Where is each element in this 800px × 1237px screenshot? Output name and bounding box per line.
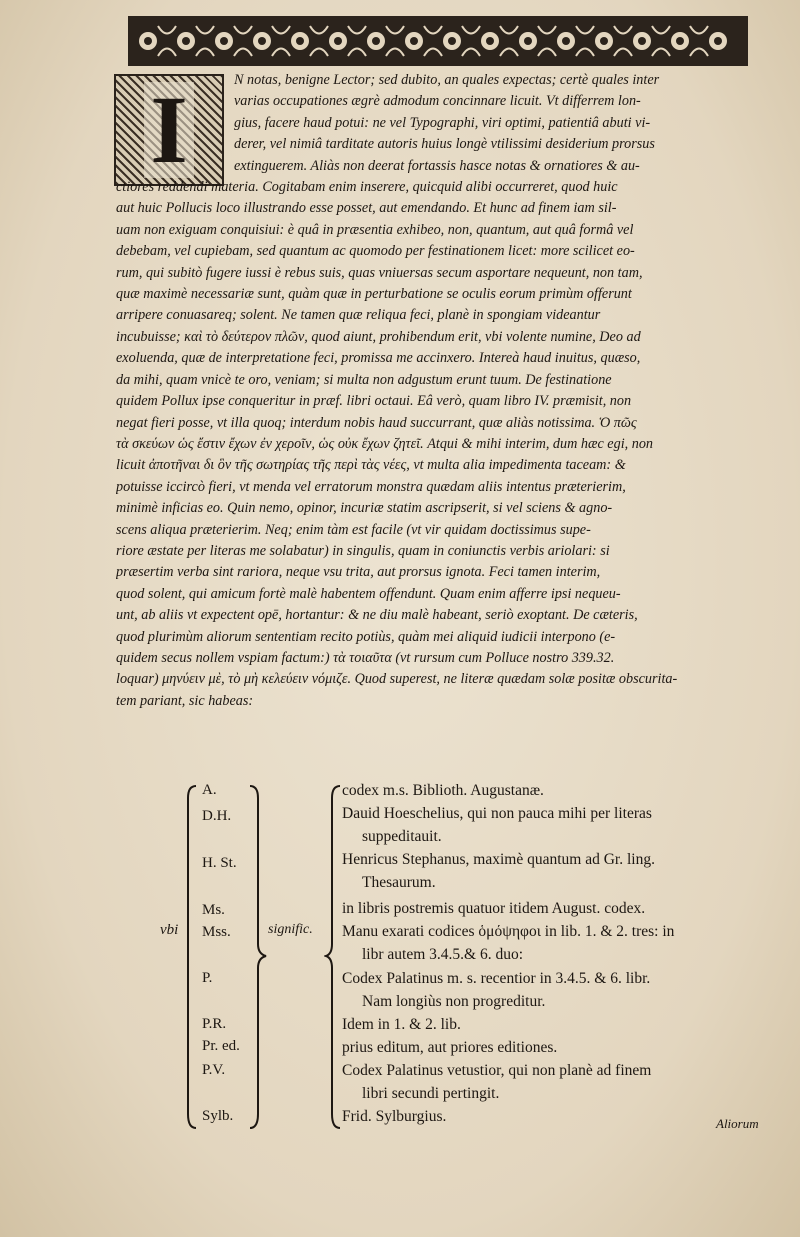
text-line: quod plurimùm aliorum sententiam recito potiùs, quàm mei aliquid iudicii interpono (e-	[116, 628, 616, 645]
left-brace-icon	[180, 784, 200, 1130]
legend-description: in libris postremis quatuor itidem August. codex.	[342, 900, 646, 917]
text-line: præsertim verba sint rariora, neque vsu trita, aut prorsus ignota. Feci tamen interim,	[116, 564, 601, 581]
signific-label: signific.	[268, 922, 313, 937]
text-line: gius, facere haud potui: ne vel Typographi, viri optimi, patientiâ abuti vi-	[234, 114, 651, 131]
text-line: riore æstate per literas me solabatur) in singulis, quam in coniunctis verbis ariolari: si	[116, 542, 610, 559]
legend-description: Frid. Sylburgius.	[342, 1108, 447, 1125]
text-line: aut huic Pollucis loco illustrando esse posset, aut emendando. Et hunc ad finem iam sil-	[116, 200, 617, 217]
legend-description: Henricus Stephanus, maximè quantum ad Gr. ling.	[342, 851, 655, 868]
legend-description: codex m.s. Biblioth. Augustanæ.	[342, 782, 544, 799]
text-line: quæ maximè necessariæ sunt, quàm quæ in perturbatione se oculis eorum primùm offerunt	[116, 286, 632, 303]
text-line: exoluenda, quæ de interpretatione feci, promissa me accinxero. Intereà haud inuitus, quæso,	[116, 350, 641, 367]
text-line: quidem Pollux ipse conqueritur in præf. libri octaui. Eâ verò, quam libro IV. præmisit, non	[116, 393, 632, 410]
abbreviation: P.R.	[202, 1016, 227, 1032]
text-line: quidem secus nollem vspiam factum:) τὰ τοιαῦτα (vt rursum cum Polluce nostro 339.32.	[116, 649, 615, 666]
text-line: τὰ σκεύων ὡς ἔστιν ἔχων ἐν χεροῖν, ὡς οὐκ ἔχων ζητεῖ. Atqui & mihi interim, dum hæc egi, non	[116, 435, 654, 452]
text-line: loquar) μηνύειν μὲ, τὸ μὴ κελεύειν νόμιζε. Quod superest, ne literæ quædam solæ positæ obscurita-	[116, 671, 678, 688]
abbreviation: H. St.	[202, 855, 237, 871]
legend-description: Codex Palatinus vetustior, qui non planè ad finem	[342, 1062, 652, 1079]
text-line: uam non exiguam conquisiui: è quâ in præsentia exhibeo, non, quantum, aut quâ formâ vel	[116, 221, 634, 238]
text-line: da mihi, quam vnicè te oro, veniam; si multa non adgustum erunt tuum. De festinatione	[116, 371, 612, 388]
abbreviation: Sylb.	[202, 1108, 234, 1124]
text-line: tem pariant, sic habeas:	[116, 692, 254, 709]
legend-description: libr autem 3.4.5.& 6. duo:	[362, 946, 524, 963]
text-line: arripere conuasareq; solent. Ne tamen quæ reliqua feci, planè in spongiam videantur	[116, 307, 601, 324]
legend-description: Dauid Hoeschelius, qui non pauca mihi per literas	[342, 805, 652, 822]
abbreviation: Pr. ed.	[202, 1038, 240, 1054]
text-line: incubuisse; καὶ τὸ δεύτερον πλῶν, quod aiunt, prohibendum erit, vbi volente numine, Deo ad	[116, 328, 641, 345]
legend-description: Nam longiùs non progreditur.	[362, 993, 546, 1010]
abbreviation-legend	[150, 780, 790, 1140]
text-line: licuit ἀποτῆναι δι ὃν τῆς σωτηρίας τῆς περὶ τὰς νέες, vt multa alia impedimenta taceam: &	[116, 457, 626, 474]
text-line: rum, qui subitò fugere iussi è rebus suis, quas vniuersas secum asportare nequeunt, non tam,	[116, 264, 643, 281]
abbreviation: D.H.	[202, 808, 232, 824]
legend-description: prius editum, aut priores editiones.	[342, 1039, 558, 1056]
text-line: quod solent, qui amicum fortè malè habentem offendunt. Quam enim afferre ipsi nequeu-	[116, 585, 621, 602]
text-line: N notas, benigne Lector; sed dubito, an quales expectas; certè quales inter	[234, 72, 660, 88]
right-brace-icon	[324, 784, 344, 1130]
text-line: negat fieri posse, vt illa quoq; interdum nobis haud succurrant, quæ aliàs notissima. Ὁ πῶς	[116, 414, 637, 431]
abbreviation: A.	[202, 782, 217, 798]
brace-icon	[246, 784, 268, 1130]
text-line: scens aliqua præterierim. Neq; enim tàm est facile (vt vir quidam doctissimus supe-	[116, 521, 591, 538]
legend-description: Codex Palatinus m. s. recentior in 3.4.5. & 6. libr.	[342, 970, 651, 987]
text-line: unt, ab aliis vt expectent opē, hortantur: & ne diu malè habeant, seriò exoptant. De cæteris,	[116, 607, 638, 624]
headpiece-ornament	[128, 16, 748, 66]
legend-description: Thesaurum.	[362, 874, 436, 891]
legend-description: Manu exarati codices ὁμόψηφοι in lib. 1. & 2. tres: in	[342, 923, 675, 940]
preface-text	[116, 70, 766, 712]
dropcap-letter: I	[144, 82, 193, 178]
text-line: derer, vel nimiâ tarditate autoris huius longè vtilissimi desiderium prorsus	[234, 136, 655, 153]
text-line: debebam, vel cupiebam, sed quantum ac quomodo per festinationem licet: more scilicet eo-	[116, 243, 635, 260]
legend-description: suppeditauit.	[362, 828, 442, 845]
text-line: minimè inficias eo. Quin nemo, opinor, incuriæ statim ascripserit, si vel sciens & agno-	[116, 500, 613, 517]
catchword: Aliorum	[716, 1116, 759, 1131]
ubi-label: vbi	[160, 922, 179, 938]
abbreviation: P.V.	[202, 1062, 226, 1078]
abbreviation: Mss.	[202, 924, 231, 940]
text-line: varias occupationes ægrè admodum concinnare licuit. Vt differrem lon-	[234, 93, 641, 110]
legend-description: Idem in 1. & 2. lib.	[342, 1016, 461, 1033]
abbreviation: P.	[202, 970, 213, 986]
text-line: ctiores reddendi materia. Cogitabam enim inserere, quicquid alibi occurreret, quod huic	[116, 179, 618, 196]
legend-description: libri secundi pertingit.	[362, 1085, 500, 1102]
text-line: potuisse iccircò fieri, vt menda vel erratorum monstra quædam aliis intentus præterierim,	[116, 478, 626, 495]
text-line: extinguerem. Aliàs non deerat fortassis hasce notas & ornatiores & au-	[234, 157, 640, 174]
abbreviation: Ms.	[202, 902, 225, 918]
